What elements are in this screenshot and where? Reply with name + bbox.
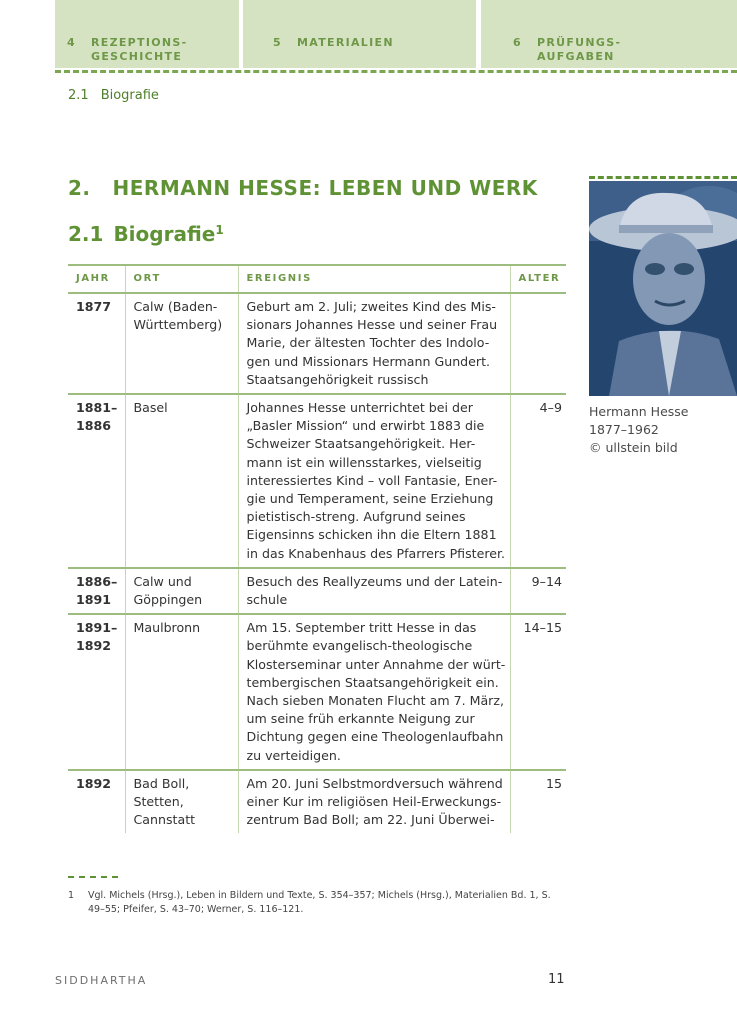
cell-ort: Calw (Baden- Württemberg) — [125, 293, 238, 394]
cell-alter: 15 — [510, 770, 566, 834]
footnote — [68, 889, 568, 917]
page-number: 11 — [548, 972, 565, 987]
tab-number: 4 — [67, 36, 76, 49]
breadcrumb — [68, 88, 159, 103]
cell-ereignis: Geburt am 2. Juli; zweites Kind des Mis- sionars Johannes Hesse und seiner Frau Marie, der ältesten Tochter des Indolo- gen und Missionars Hermann Gundert. Staatsangehörigkeit russisch — [238, 293, 510, 394]
cell-ereignis: Am 20. Juni Selbstmordversuch während einer Kur im religiösen Heil-Erweckungs- zentrum Bad Boll; am 22. Juni Überwei- — [238, 770, 510, 834]
tab-label: REZEPTIONS- GESCHICHTE — [91, 36, 188, 63]
cell-jahr: 1892 — [76, 775, 112, 791]
col-header-alter: ALTER — [510, 265, 566, 293]
photo-divider — [589, 176, 737, 179]
col-header-ort: ORT — [125, 265, 238, 293]
cell-alter: 4–9 — [510, 394, 566, 568]
tab-pruefungsaufgaben[interactable] — [481, 0, 737, 68]
footnote-divider — [68, 876, 118, 878]
cell-alter — [510, 293, 566, 394]
cell-alter: 14–15 — [510, 614, 566, 770]
section-number: 2.1 — [68, 222, 104, 246]
tab-rezeptionsgeschichte[interactable] — [55, 0, 239, 68]
table-row — [68, 614, 566, 770]
cell-jahr: 1877 — [68, 293, 125, 394]
chapter-number: 2. — [68, 176, 91, 200]
footnote-ref[interactable]: 1 — [215, 223, 224, 237]
breadcrumb-number: 2.1 — [68, 88, 89, 103]
table-row — [68, 293, 566, 394]
portrait-image — [589, 181, 737, 396]
author-photo — [589, 181, 737, 396]
chapter-title: HERMANN HESSE: LEBEN UND WERK — [112, 176, 538, 200]
tab-materialien[interactable] — [243, 0, 476, 68]
section-tabs — [0, 0, 737, 68]
col-header-jahr: JAHR — [68, 265, 125, 293]
breadcrumb-label: Biografie — [100, 88, 159, 103]
tab-number: 6 — [513, 36, 522, 49]
cell-ereignis: Johannes Hesse unterrichtet bei der „Basler Mission“ und erwirbt 1883 die Schweizer Staatsangehörigkeit. Her- mann ist ein willensstarkes, vielseitig interessiertes Kind – voll Fantasie, Ener- gie und Temperament, seine Erziehung pietistisch-streng. Aufgrund seines Eigensinns schicken ihn die Eltern 1881 in das Knabenhaus des Pfarrers Pfisterer. — [238, 394, 510, 568]
table-row — [68, 568, 566, 614]
cell-jahr: 1881– 1886 — [68, 394, 125, 568]
section-heading — [68, 222, 224, 246]
cell-ort: Maulbronn — [125, 614, 238, 770]
table-header-row — [68, 265, 566, 293]
cell-ereignis: Besuch des Reallyzeums und der Latein- schule — [238, 568, 510, 614]
tab-label: PRÜFUNGS- AUFGABEN — [537, 36, 622, 63]
footer-book-title: SIDDHARTHA — [55, 974, 148, 987]
table-row — [68, 770, 566, 834]
col-header-ereignis: EREIGNIS — [238, 265, 510, 293]
cell-jahr: 1886– 1891 — [68, 568, 125, 614]
cell-ereignis: Am 15. September tritt Hesse in das berühmte evangelisch-theologische Klosterseminar unter Annahme der würt- tembergischen Staatsangehörigkeit ein. Nach sieben Monaten Flucht am 7. März, um seine früh erkannte Neigung zur Dichtung gegen eine Theologenlaufbahn zu verteidigen. — [238, 614, 510, 770]
cell-ort: Bad Boll, Stetten, Cannstatt — [125, 770, 238, 834]
tab-label: MATERIALIEN — [297, 36, 394, 49]
cell-alter: 9–14 — [510, 568, 566, 614]
chapter-heading — [68, 176, 538, 200]
section-title: Biografie — [113, 222, 216, 246]
cell-ort: Calw und Göppingen — [125, 568, 238, 614]
table-row — [68, 394, 566, 568]
cell-ort: Basel — [125, 394, 238, 568]
footnote-text: Vgl. Michels (Hrsg.), Leben in Bildern und Texte, S. 354–357; Michels (Hrsg.), Materialien Bd. 1, S. 49–55; Pfeifer, S. 43–70; Werner, S. 116–121. — [88, 890, 551, 915]
header-divider — [55, 70, 737, 73]
photo-caption: Hermann Hesse 1877–1962 © ullstein bild — [589, 404, 689, 455]
tab-number: 5 — [273, 36, 282, 49]
cell-jahr: 1891– 1892 — [68, 614, 125, 770]
biography-table — [68, 264, 566, 833]
footnote-number: 1 — [68, 890, 75, 901]
